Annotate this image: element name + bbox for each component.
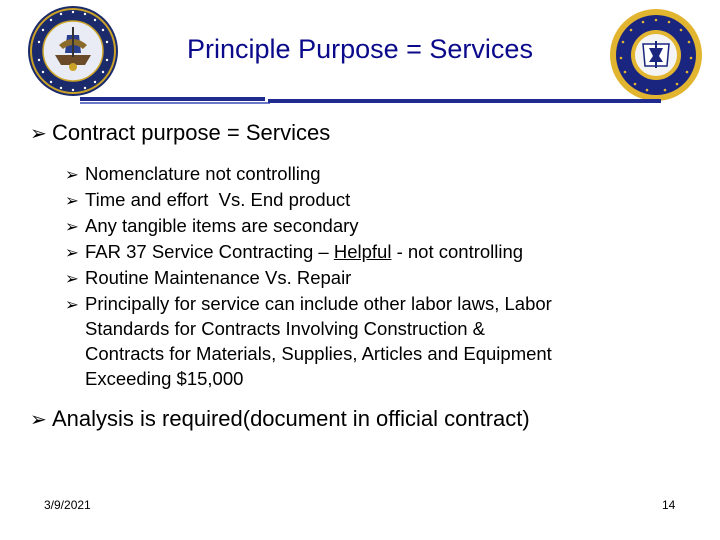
title-rule-left xyxy=(80,97,265,101)
contracting-seal-logo xyxy=(609,8,703,102)
bullet-text: Contract purpose = Services xyxy=(52,120,331,145)
arrow-bullet-icon: ➢ xyxy=(65,243,79,262)
title-rule-right xyxy=(268,99,661,103)
bullet-text: Routine Maintenance Vs. Repair xyxy=(85,267,352,288)
bullet-list xyxy=(30,118,700,435)
arrow-bullet-icon: ➢ xyxy=(65,269,79,288)
bullet-level2 xyxy=(30,161,700,187)
bullet-line: Exceeding $15,000 xyxy=(85,368,244,389)
bullet-text xyxy=(85,291,552,391)
bullet-text: Any tangible items are secondary xyxy=(85,215,359,236)
far-text-before: FAR 37 Service Contracting – xyxy=(85,241,334,262)
arrow-bullet-icon: ➢ xyxy=(65,165,79,184)
bullet-level2 xyxy=(30,187,700,213)
bullet-level2 xyxy=(30,291,700,391)
arrow-bullet-icon: ➢ xyxy=(30,123,47,145)
title-rule-accent xyxy=(80,102,270,104)
bullet-level1 xyxy=(30,118,700,149)
bullet-level2 xyxy=(30,213,700,239)
arrow-bullet-icon: ➢ xyxy=(65,191,79,210)
navy-seal-logo xyxy=(27,5,119,97)
bullet-line: Contracts for Materials, Supplies, Articles and Equipment xyxy=(85,343,552,364)
far-text-after: - not controlling xyxy=(391,241,524,262)
page-number: 14 xyxy=(662,498,676,512)
bullet-text: Analysis is required(document in official contract) xyxy=(52,406,530,431)
arrow-bullet-icon: ➢ xyxy=(65,217,79,236)
bullet-text: Nomenclature not controlling xyxy=(85,163,321,184)
bullet-line: Principally for service can include other labor laws, Labor xyxy=(85,293,552,314)
bullet-level2 xyxy=(30,265,700,291)
page-title: Principle Purpose = Services xyxy=(187,34,533,64)
bullet-text: Time and effort Vs. End product xyxy=(85,189,351,210)
bullet-level1 xyxy=(30,404,700,435)
arrow-bullet-icon: ➢ xyxy=(30,409,47,431)
helpful-emphasis: Helpful xyxy=(333,241,392,262)
arrow-bullet-icon: ➢ xyxy=(65,295,79,314)
bullet-level2 xyxy=(30,239,700,265)
bullet-text xyxy=(85,239,523,264)
bullet-line: Standards for Contracts Involving Construction & xyxy=(85,318,485,339)
footer-date: 3/9/2021 xyxy=(44,498,91,512)
